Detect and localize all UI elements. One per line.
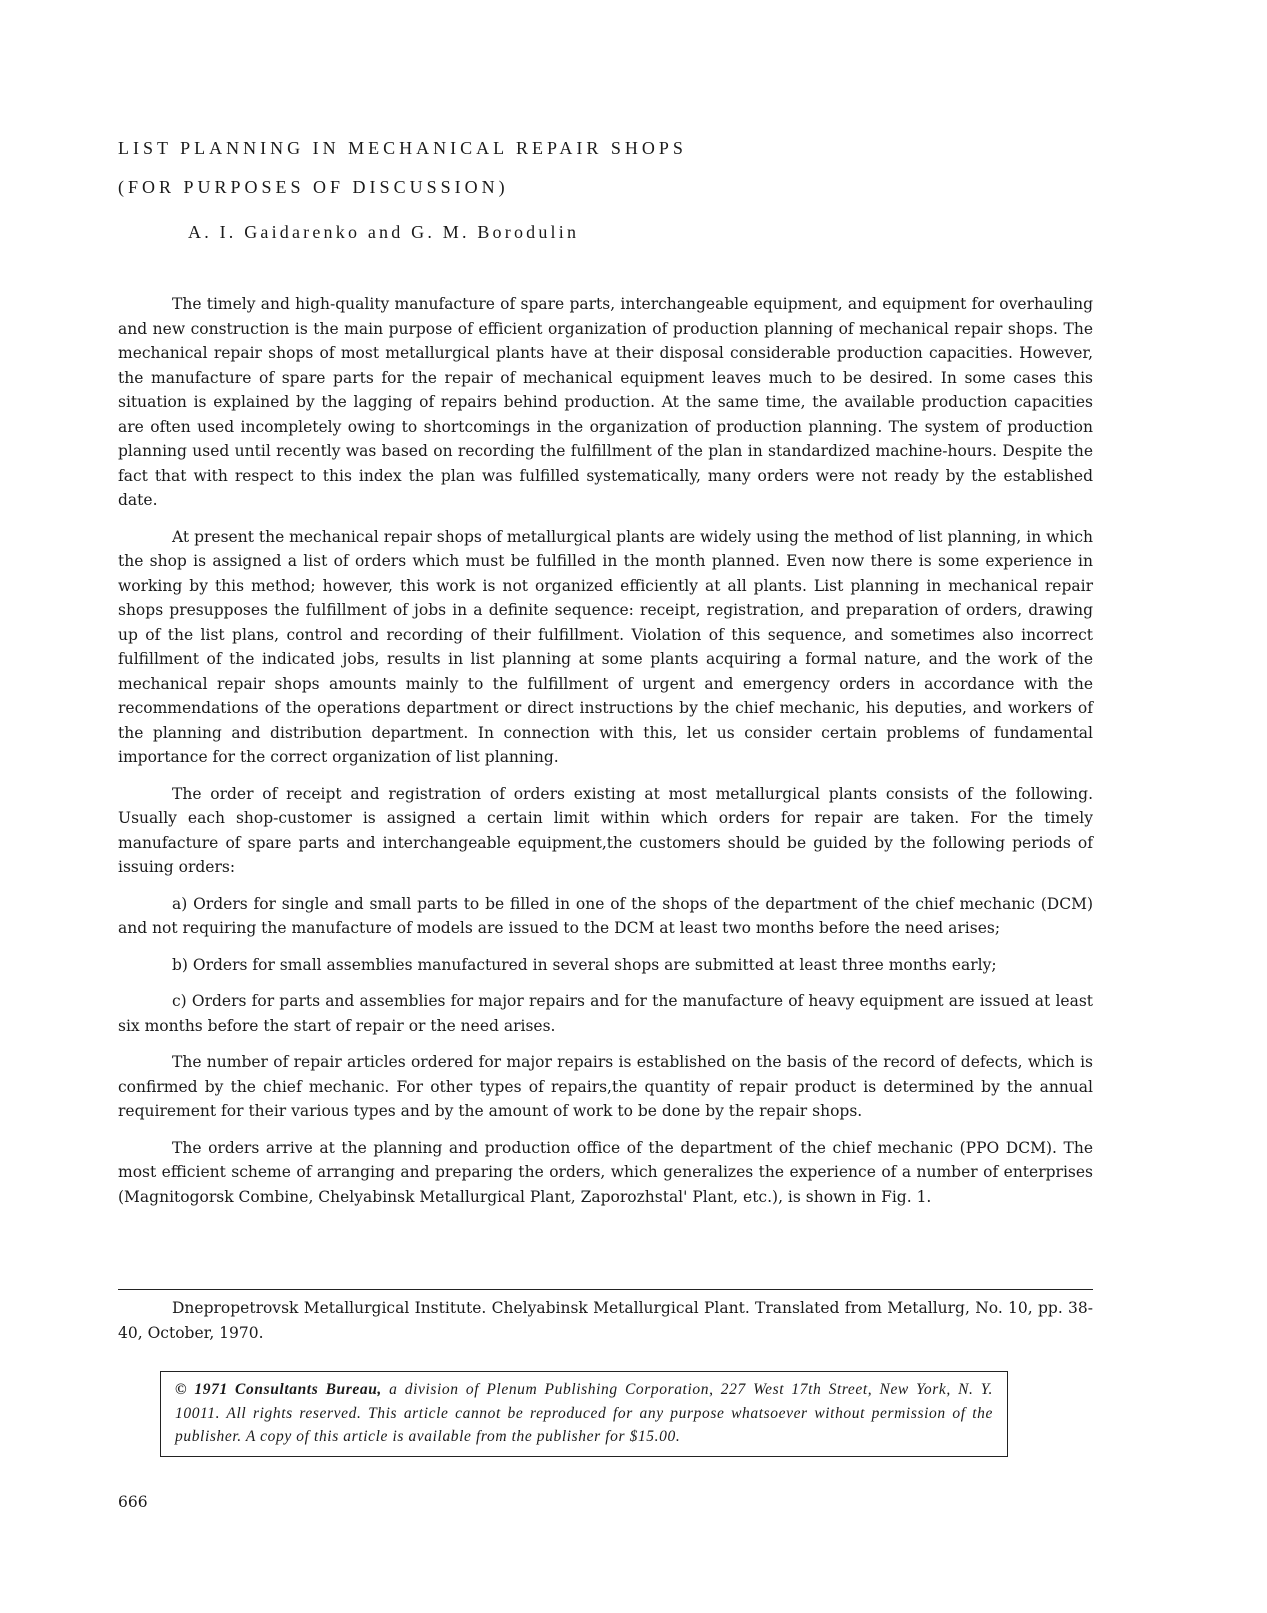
- footnote: Dnepropetrovsk Metallurgical Institute. Chelyabinsk Metallurgical Plant. Translated from Metallurg, No. 10, pp. 38-40, October, 1970.: [118, 1299, 1093, 1342]
- article-authors: A. I. Gaidarenko and G. M. Borodulin: [188, 222, 580, 242]
- list-item-a: a) Orders for single and small parts to be filled in one of the shops of the department of the chief mechanic (DCM) and not requiring the manufacture of models are issued to the DCM at least two months before the need arises;: [118, 894, 1093, 937]
- list-item-c: c) Orders for parts and assemblies for major repairs and for the manufacture of heavy equipment are issued at least six months before the start of repair or the need arises.: [118, 992, 1093, 1035]
- article-title-line-1: LIST PLANNING IN MECHANICAL REPAIR SHOPS: [118, 138, 687, 158]
- article-title-line-2: (FOR PURPOSES OF DISCUSSION): [118, 177, 509, 197]
- article-body: [118, 292, 1093, 1221]
- page-number: 666: [118, 1493, 148, 1511]
- copyright-notice: [160, 1371, 1008, 1457]
- copyright-holder: © 1971 Consultants Bureau,: [175, 1381, 382, 1398]
- footnote-divider: [118, 1289, 1093, 1290]
- paragraph-1: The timely and high-quality manufacture of spare parts, interchangeable equipment, and equipment for overhauling and new construction is the main purpose of efficient organization of production planning of mechanical repair shops. The mechanical repair shops of most metallurgical plants have at their disposal considerable production capacities. However, the manufacture of spare parts for the repair of mechanical equipment leaves much to be desired. In some cases this situation is explained by the lagging of repairs behind production. At the same time, the available production capacities are often used incompletely owing to shortcomings in the organization of production planning. The system of production planning used until recently was based on recording the fulfillment of the plan in standardized machine-hours. Despite the fact that with respect to this index the plan was fulfilled systematically, many orders were not ready by the established date.: [118, 295, 1093, 509]
- list-item-b: b) Orders for small assemblies manufactured in several shops are submitted at least three months early;: [172, 955, 997, 974]
- paragraph-5: The orders arrive at the planning and production office of the department of the chief mechanic (PPO DCM). The most efficient scheme of arranging and preparing the orders, which generalizes the experience of a number of enterprises (Magnitogorsk Combine, Chelyabinsk Metallurgical Plant, Zaporozhstal' Plant, etc.), is shown in Fig. 1.: [118, 1138, 1093, 1206]
- copyright-text: a division of Plenum Publishing Corporation, 227 West 17th Street, New York, N. Y. 10011. All rights reserved. This article cannot be reproduced for any purpose whatsoever without permission of the publisher. A copy of this article is available from the publisher for $15.00.: [175, 1381, 993, 1445]
- paragraph-2: At present the mechanical repair shops of metallurgical plants are widely using the method of list planning, in which the shop is assigned a list of orders which must be fulfilled in the month planned. Even now there is some experience in working by this method; however, this work is not organized efficiently at all plants. List planning in mechanical repair shops presupposes the fulfillment of jobs in a definite sequence: receipt, registration, and preparation of orders, drawing up of the list plans, control and recording of their fulfillment. Violation of this sequence, and sometimes also incorrect fulfillment of the indicated jobs, results in list planning at some plants acquiring a formal nature, and the work of the mechanical repair shops amounts mainly to the fulfillment of urgent and emergency orders in accordance with the recommendations of the operations department or direct instructions by the chief mechanic, his deputies, and workers of the planning and distribution department. In connection with this, let us consider certain problems of fundamental importance for the correct organization of list planning.: [118, 527, 1093, 766]
- paragraph-4: The number of repair articles ordered for major repairs is established on the basis of the record of defects, which is confirmed by the chief mechanic. For other types of repairs,the quantity of repair product is determined by the annual requirement for their various types and by the amount of work to be done by the repair shops.: [118, 1053, 1093, 1120]
- paragraph-3: The order of receipt and registration of orders existing at most metallurgical plants consists of the following. Usually each shop-customer is assigned a certain limit within which orders for repair are taken. For the timely manufacture of spare parts and interchangeable equipment,the customers should be guided by the following periods of issuing orders:: [118, 784, 1093, 876]
